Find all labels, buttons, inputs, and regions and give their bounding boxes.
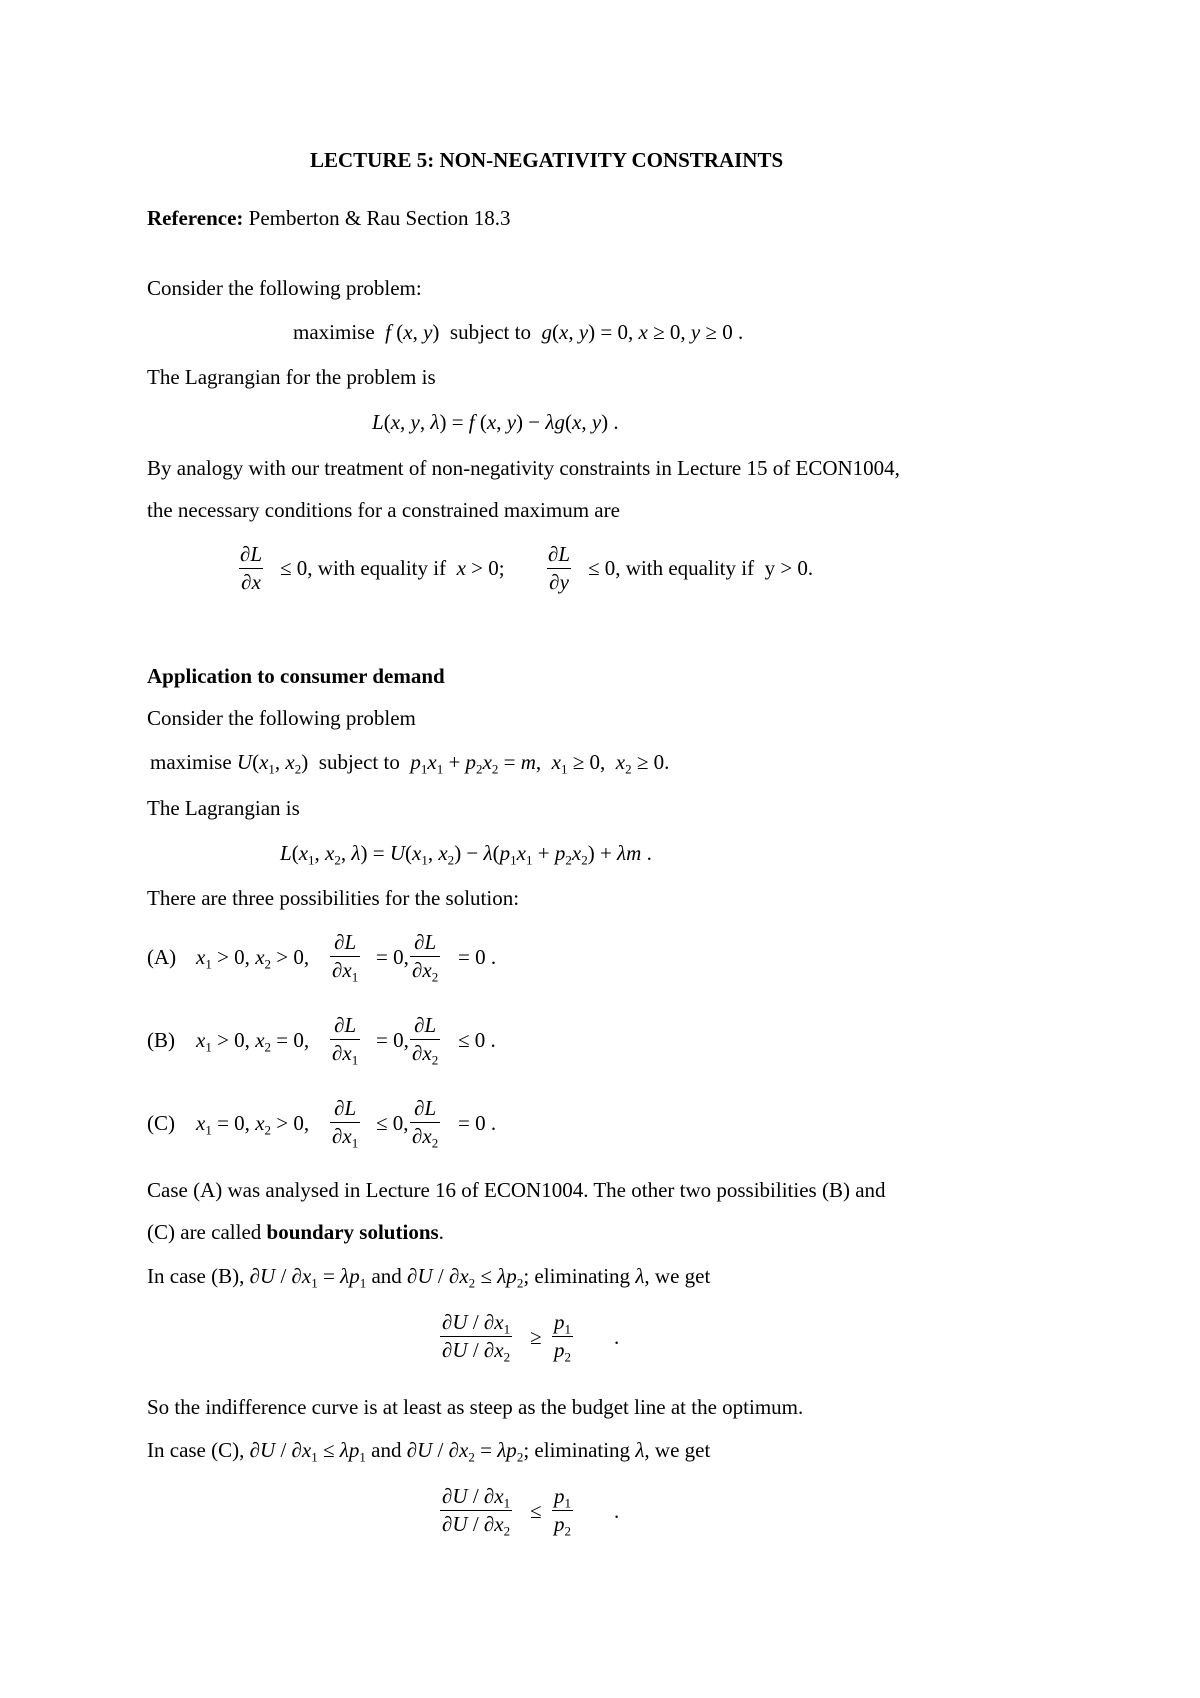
case-a-conditions: $x_1 > 0$, $x_2 > 0$, (196, 945, 310, 972)
price-ratio-b: $\frac{p_1}{p_2}$ (554, 1310, 572, 1365)
period-b: . (614, 1325, 620, 1349)
case-c-conditions: $x_1 = 0$, $x_2 > 0$, (196, 1111, 310, 1138)
maximise-word: maximise (293, 320, 375, 344)
mrs-fraction-c: $\frac{\partial U / \partial x_1}{\partial U / \partial x_2}$ (442, 1484, 511, 1539)
reference-line (147, 208, 511, 229)
case-c-dL-dx2: $\frac{\partial L}{\partial x_2}$ (412, 1096, 439, 1151)
subject-to-word: subject to (449, 320, 531, 344)
p6-and: and (371, 1264, 402, 1288)
p6-end: , we get (644, 1264, 711, 1288)
ge-sign: ≥ (530, 1325, 542, 1349)
case-b-dL-dx1: $\frac{\partial L}{\partial x_1}$ (332, 1013, 359, 1068)
case-b-label: (B) (147, 1028, 175, 1052)
page-title: LECTURE 5: NON-NEGATIVITY CONSTRAINTS (310, 148, 784, 172)
kkt-condition-y: ≤ 0, with equality if y > 0. (588, 556, 814, 580)
price-ratio-c: $\frac{p_1}{p_2}$ (554, 1484, 572, 1539)
section2-paragraph-8: In case (C), $\partial U / \partial x_1 \le \lambda p_1$ and $\partial U / \partial x_2 = \lambda p_2$; eliminating λ, we get (147, 1438, 711, 1465)
p8-end: , we get (644, 1438, 711, 1462)
p6-pre: In case (B), (147, 1264, 245, 1288)
case-b-eq2: ≤ 0 . (458, 1028, 496, 1052)
boundary-solutions-term: boundary solutions (266, 1220, 439, 1244)
mrs-fraction-b: $\frac{\partial U / \partial x_1}{\partial U / \partial x_2}$ (442, 1310, 511, 1365)
case-c-dL-dx1: $\frac{\partial L}{\partial x_1}$ (332, 1096, 359, 1151)
case-c-label: (C) (147, 1111, 175, 1135)
section2-paragraph-3: There are three possibilities for the solution: (147, 886, 520, 910)
subject-to-word-2: subject to (318, 750, 400, 774)
case-b-conditions: $x_1 > 0$, $x_2 = 0$, (196, 1028, 310, 1055)
period-c: . (614, 1499, 620, 1523)
intro-paragraph-2: The Lagrangian for the problem is (147, 365, 436, 389)
case-a-eq1: = 0, (376, 945, 409, 969)
intro-paragraph-3: By analogy with our treatment of non-negativity constraints in Lecture 15 of ECON1004, (147, 456, 900, 480)
lagrangian-equation-2: $L(x_1$, $x_2$, $\lambda) = U(x_1$, $x_2) - \lambda(p_1x_1 + p_2x_2) + \lambda m$ . (280, 841, 652, 868)
lagrangian-equation-1: L(x, y, λ) = f (x, y) − λg(x, y) . (372, 410, 619, 434)
case-a-dL-dx2: $\frac{\partial L}{\partial x_2}$ (412, 930, 439, 985)
case-c-eq2: = 0 . (458, 1111, 497, 1135)
dL-dx-fraction: $\frac{\partial L}{\partial x}$ (240, 542, 263, 594)
section-heading: Application to consumer demand (147, 664, 445, 688)
section2-paragraph-1: Consider the following problem (147, 706, 416, 730)
case-b-eq1: = 0, (376, 1028, 409, 1052)
reference-label: Reference: (147, 206, 244, 230)
section2-paragraph-6: In case (B), $\partial U / \partial x_1 = \lambda p_1$ and $\partial U / \partial x_2 \le \lambda p_2$; eliminating λ, we get (147, 1264, 711, 1291)
p6-post: ; eliminating (523, 1264, 631, 1288)
le-sign: ≤ (530, 1499, 542, 1523)
case-a-label: (A) (147, 945, 177, 969)
case-a-dL-dx1: $\frac{\partial L}{\partial x_1}$ (332, 930, 359, 985)
maximise-word-2: maximise (150, 750, 232, 774)
case-c-eq1: ≤ 0, (376, 1111, 409, 1135)
kkt-x-text: ≤ 0, with equality if (280, 556, 447, 580)
reference-text: Pemberton & Rau Section 18.3 (248, 206, 511, 230)
section2-paragraph-5 (147, 1222, 444, 1243)
p5-pre: (C) are called (147, 1220, 262, 1244)
case-b-dL-dx2: $\frac{\partial L}{\partial x_2}$ (412, 1013, 439, 1068)
problem-equation-2: maximise $U(x_1$, $x_2$) subject to $p_1x_1 + p_2x_2 = m$, $x_1 \ge 0$, $x_2 \ge 0$. (150, 750, 670, 777)
p8-post: ; eliminating (523, 1438, 631, 1462)
dL-dy-fraction: $\frac{\partial L}{\partial y}$ (548, 542, 571, 594)
p5-post: . (438, 1220, 444, 1244)
p8-pre: In case (C), (147, 1438, 245, 1462)
section2-paragraph-4: Case (A) was analysed in Lecture 16 of ECON1004. The other two possibilities (B) and (147, 1178, 886, 1202)
p8-and: and (371, 1438, 402, 1462)
problem-equation-1: maximise f (x, y) subject to g(x, y) = 0, x ≥ 0, y ≥ 0 . (293, 320, 744, 344)
kkt-y-text: ≤ 0, with equality if (588, 556, 755, 580)
kkt-condition-x: ≤ 0, with equality if x > 0; (280, 556, 505, 580)
section2-paragraph-7: So the indifference curve is at least as steep as the budget line at the optimum. (147, 1395, 804, 1419)
intro-paragraph-1: Consider the following problem: (147, 276, 422, 300)
section2-paragraph-2: The Lagrangian is (147, 796, 300, 820)
intro-paragraph-4: the necessary conditions for a constrained maximum are (147, 498, 620, 522)
case-a-eq2: = 0 . (458, 945, 497, 969)
